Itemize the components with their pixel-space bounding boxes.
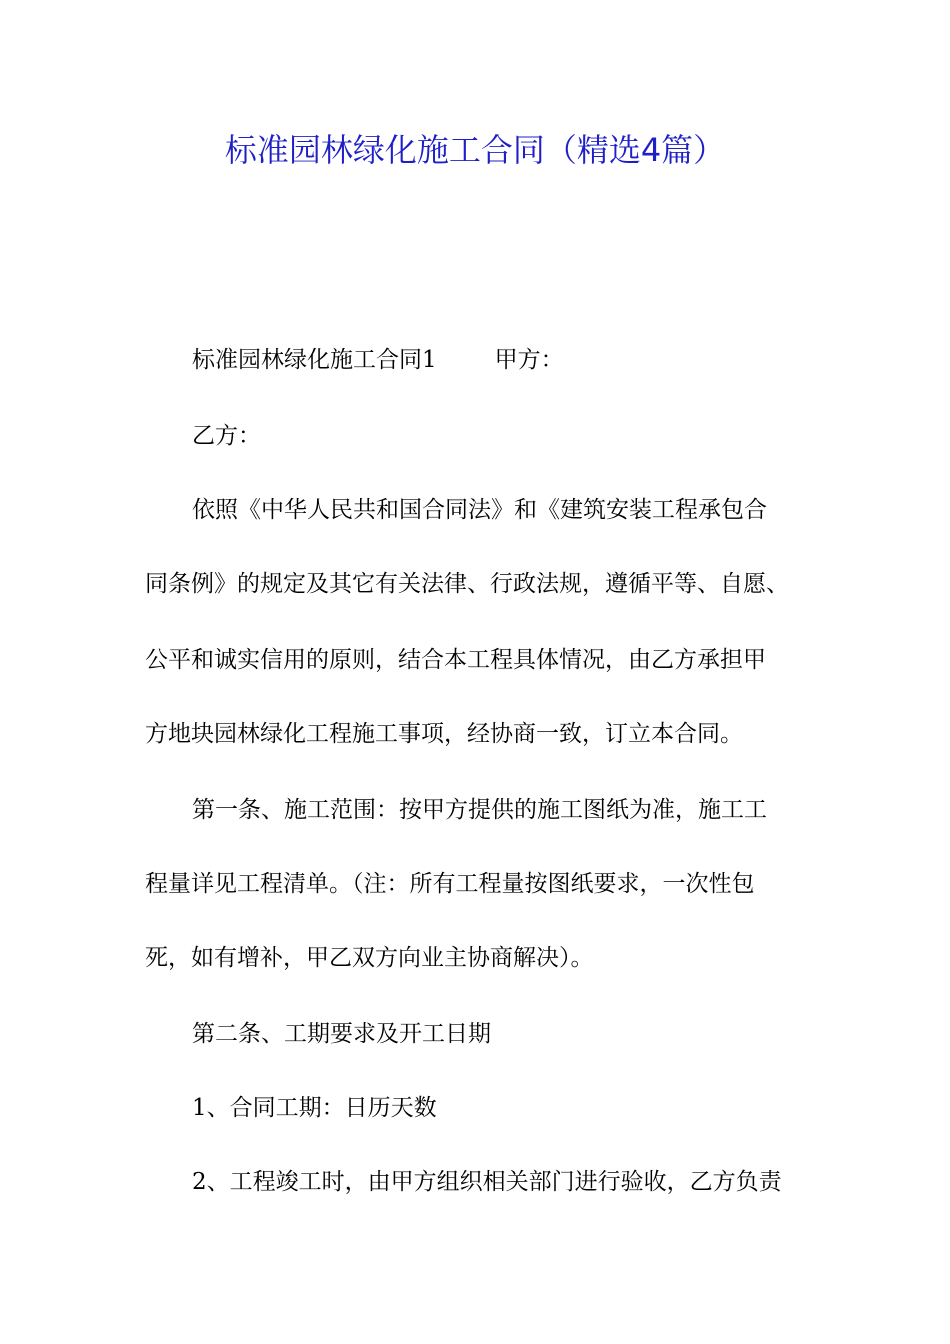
body-line: 方地块园林绿化工程施工事项，经协商一致，订立本合同。 xyxy=(145,721,743,747)
party-a-label: 甲方： xyxy=(494,347,564,373)
body-line: 依照《中华人民共和国合同法》和《建筑安装工程承包合 xyxy=(192,497,767,523)
contract-heading-line xyxy=(192,344,564,376)
party-b-label: 乙方： xyxy=(192,423,261,449)
body-line: 1、合同工期：日历天数 xyxy=(192,1095,437,1121)
document-title: 标准园林绿化施工合同（精选4篇） xyxy=(224,131,726,169)
body-line: 第二条、工期要求及开工日期 xyxy=(192,1021,491,1047)
body-line: 2、工程竣工时，由甲方组织相关部门进行验收，乙方负责 xyxy=(192,1169,782,1195)
body-line: 死，如有增补，甲乙双方向业主协商解决）。 xyxy=(145,945,594,971)
contract-heading: 标准园林绿化施工合同1 xyxy=(192,347,437,373)
body-line: 同条例》的规定及其它有关法律、行政法规，遵循平等、自愿、 xyxy=(145,571,789,597)
body-line: 程量详见工程清单。（注：所有工程量按图纸要求，一次性包 xyxy=(145,871,755,897)
body-line: 第一条、施工范围：按甲方提供的施工图纸为准，施工工 xyxy=(192,797,767,823)
body-line: 公平和诚实信用的原则，结合本工程具体情况，由乙方承担甲 xyxy=(145,647,766,673)
